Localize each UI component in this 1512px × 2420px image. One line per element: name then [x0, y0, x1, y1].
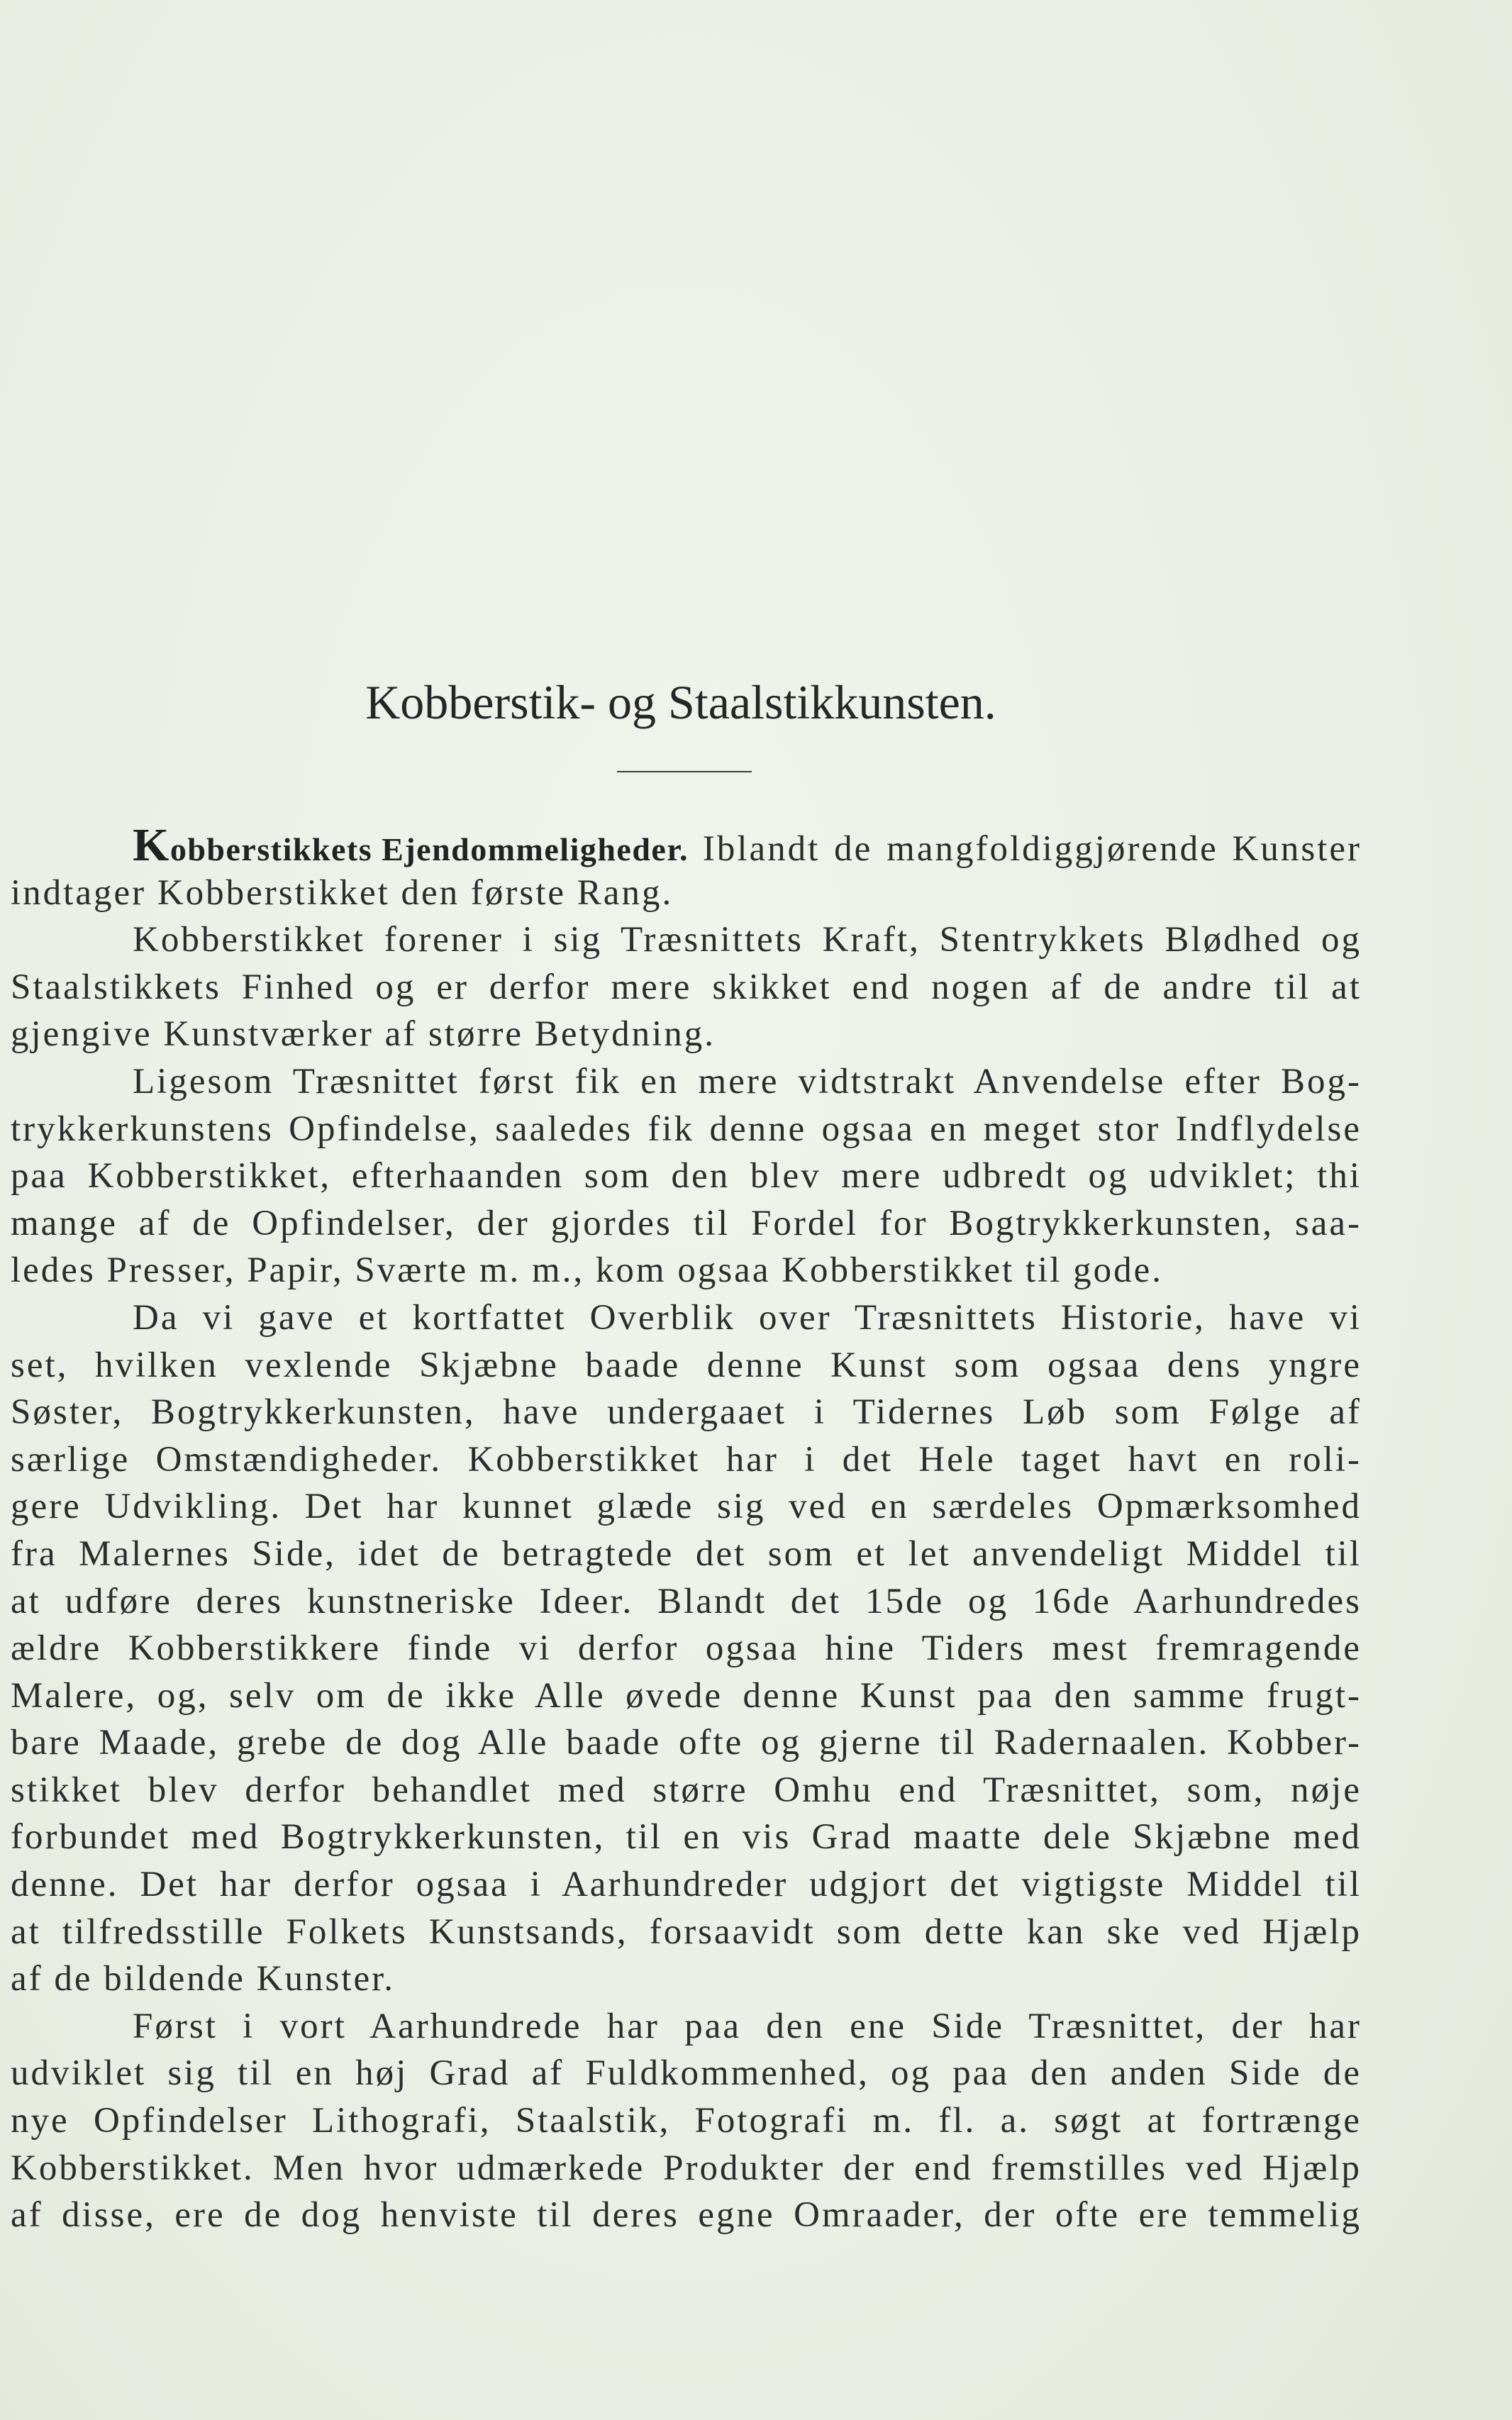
- text-line: gere Udvikling. Det har kunnet glæde sig ved en særdeles Opmærksomhed: [11, 1487, 1362, 1527]
- text-line: nye Opfindelser Lithografi, Staalstik, Fotografi m. fl. a. søgt at fortrænge: [11, 2101, 1362, 2141]
- text-line: Ligesom Træsnittet først fik en mere vidtstrakt Anvendelse efter Bog-: [133, 1061, 1362, 1101]
- text-line: af de bildende Kunster.: [11, 1959, 396, 1999]
- text-line: stikket blev derfor behandlet med større Omhu end Træsnittet, som, nøje: [11, 1770, 1362, 1810]
- text-line: Malere, og, selv om de ikke Alle øvede denne Kunst paa den samme frugt-: [11, 1675, 1362, 1716]
- section-heading: Kobberstikkets Ejendommeligheder.: [133, 819, 689, 871]
- text-line: paa Kobberstikket, efterhaanden som den blev mere udbredt og udviklet; thi: [11, 1156, 1362, 1197]
- text-line: Kobberstikket. Men hvor udmærkede Produkter der end fremstilles ved Hjælp: [11, 2148, 1362, 2188]
- body-text: [11, 819, 1362, 2239]
- text-line: indtager Kobberstikket den første Rang.: [11, 872, 674, 913]
- text-line: trykkerkunstens Opfindelse, saaledes fik denne ogsaa en meget stor Indflydelse: [11, 1109, 1362, 1149]
- text-line: Da vi gave et kortfattet Overblik over Træsnittets Historie, have vi: [133, 1297, 1362, 1338]
- text-line: Søster, Bogtrykkerkunsten, have undergaaet i Tidernes Løb som Følge af: [11, 1392, 1362, 1433]
- text-line: gjengive Kunstværker af større Betydning.: [11, 1014, 716, 1055]
- text-line: bare Maade, grebe de dog Alle baade ofte og gjerne til Radernaalen. Kobber-: [11, 1723, 1362, 1763]
- text-line: ledes Presser, Papir, Sværte m. m., kom ogsaa Kobberstikket til gode.: [11, 1250, 1164, 1291]
- text-line: ældre Kobberstikkere finde vi derfor ogsaa hine Tiders mest fremragende: [11, 1628, 1362, 1669]
- text-line: at udføre deres kunstneriske Ideer. Blandt det 15de og 16de Aarhundredes: [11, 1581, 1362, 1621]
- text-line: Staalstikkets Finhed og er derfor mere skikket end nogen af de andre til at: [11, 967, 1362, 1007]
- title-rule: [617, 771, 752, 772]
- text-line: Kobberstikket forener i sig Træsnittets Kraft, Stentrykkets Blødhed og: [133, 920, 1362, 960]
- text-line: af disse, ere de dog henviste til deres egne Omraader, der ofte ere temmelig: [11, 2195, 1362, 2236]
- text-line-content: Iblandt de mangfoldiggjørende Kunster: [702, 829, 1362, 869]
- text-line: fra Malernes Side, idet de betragtede det som et let anvendeligt Middel til: [11, 1533, 1362, 1574]
- page-title: Kobberstik- og Staalstikkunsten.: [365, 675, 996, 729]
- text-line: mange af de Opfindelser, der gjordes til Fordel for Bogtrykkerkunsten, saa-: [11, 1203, 1362, 1243]
- text-line: denne. Det har derfor ogsaa i Aarhundreder udgjort det vigtigste Middel til: [11, 1865, 1362, 1905]
- text-line: set, hvilken vexlende Skjæbne baade denne Kunst som ogsaa dens yngre: [11, 1345, 1362, 1385]
- text-line: særlige Omstændigheder. Kobberstikket har i det Hele taget havt en roli-: [11, 1439, 1362, 1480]
- text-line: at tilfredsstille Folkets Kunstsands, forsaavidt som dette kan ske ved Hjælp: [11, 1911, 1362, 1952]
- text-line: Først i vort Aarhundrede har paa den ene Side Træsnittet, der har: [133, 2006, 1362, 2046]
- text-line: [11, 819, 1362, 871]
- text-line: udviklet sig til en høj Grad af Fuldkommenhed, og paa den anden Side de: [11, 2053, 1362, 2094]
- text-line: forbundet med Bogtrykkerkunsten, til en vis Grad maatte dele Skjæbne med: [11, 1817, 1362, 1858]
